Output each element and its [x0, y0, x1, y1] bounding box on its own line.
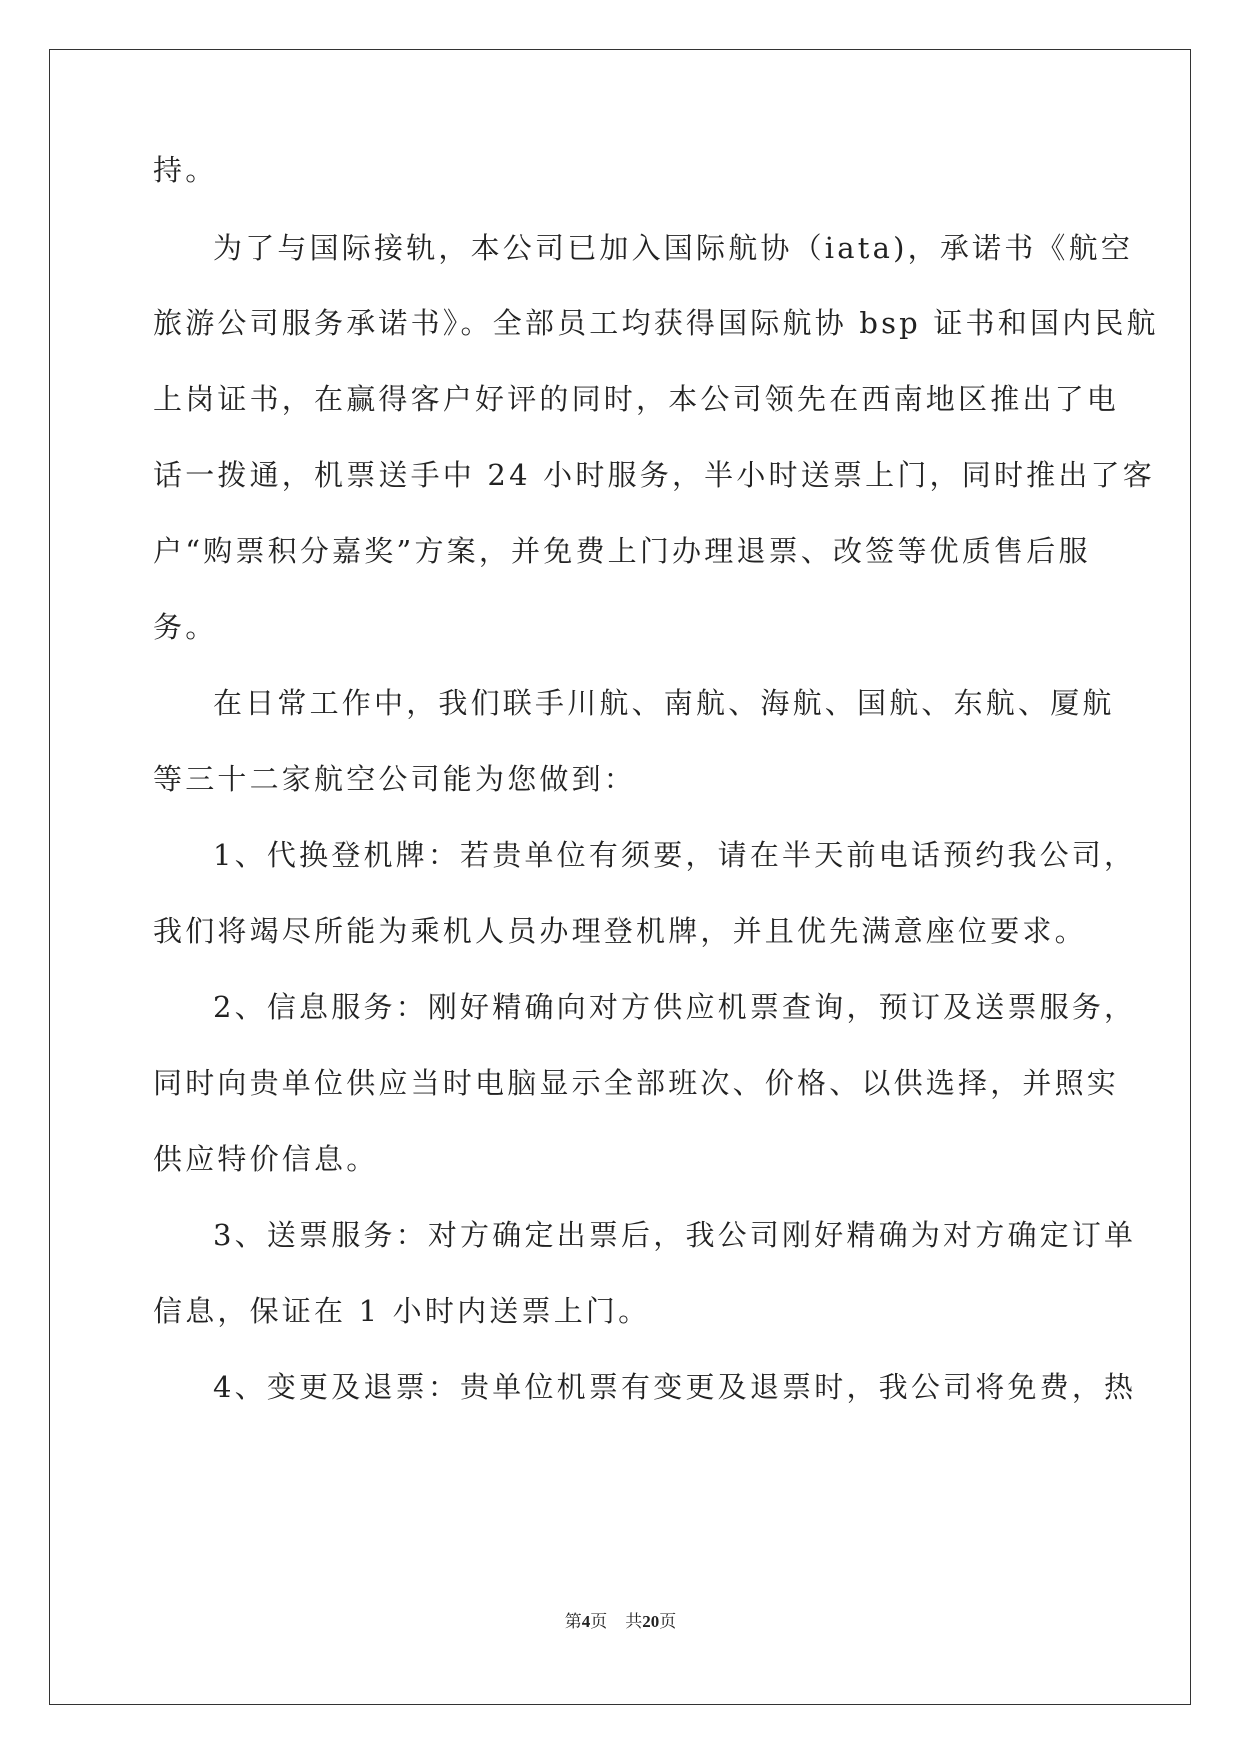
text-line-5: 话一拨通，机票送手中 24 小时服务，半小时送票上门，同时推出了客: [153, 458, 1155, 492]
footer-page-suffix: 页: [590, 1612, 608, 1631]
text-line-11: 我们将竭尽所能为乘机人员办理登机牌，并且优先满意座位要求。: [153, 914, 1087, 948]
text-line-10: 1、代换登机牌：若贵单位有须要，请在半天前电话预约我公司，: [213, 838, 1137, 872]
text-line-1: 持。: [153, 153, 218, 187]
text-line-17: 4、变更及退票：贵单位机票有变更及退票时，我公司将免费，热: [213, 1370, 1137, 1404]
footer-total-prefix: 共: [625, 1612, 643, 1631]
text-line-2: 为了与国际接轨，本公司已加入国际航协（iata)，承诺书《航空: [213, 231, 1134, 265]
text-line-3: 旅游公司服务承诺书》。全部员工均获得国际航协 bsp 证书和国内民航: [153, 306, 1159, 340]
text-line-16: 信息，保证在 1 小时内送票上门。: [153, 1294, 651, 1328]
footer-page-prefix: 第: [564, 1612, 582, 1631]
text-line-4: 上岗证书，在赢得客户好评的同时，本公司领先在西南地区推出了电: [153, 382, 1120, 416]
footer-page-current: 4: [581, 1612, 591, 1631]
page-border: [49, 49, 1191, 1705]
text-line-9: 等三十二家航空公司能为您做到：: [153, 762, 637, 796]
text-line-12: 2、信息服务：刚好精确向对方供应机票查询，预订及送票服务，: [213, 990, 1137, 1024]
page-footer: [0, 1612, 1241, 1632]
footer-page-total: 20: [642, 1612, 660, 1631]
text-line-8: 在日常工作中，我们联手川航、南航、海航、国航、东航、厦航: [213, 686, 1115, 720]
text-line-7: 务。: [153, 610, 218, 644]
footer-total-suffix: 页: [659, 1612, 677, 1631]
text-line-14: 供应特价信息。: [153, 1142, 379, 1176]
text-line-15: 3、送票服务：对方确定出票后，我公司刚好精确为对方确定订单: [213, 1218, 1137, 1252]
text-line-6: 户“购票积分嘉奖”方案，并免费上门办理退票、改签等优质售后服: [153, 534, 1091, 568]
text-line-13: 同时向贵单位供应当时电脑显示全部班次、价格、以供选择，并照实: [153, 1066, 1120, 1100]
